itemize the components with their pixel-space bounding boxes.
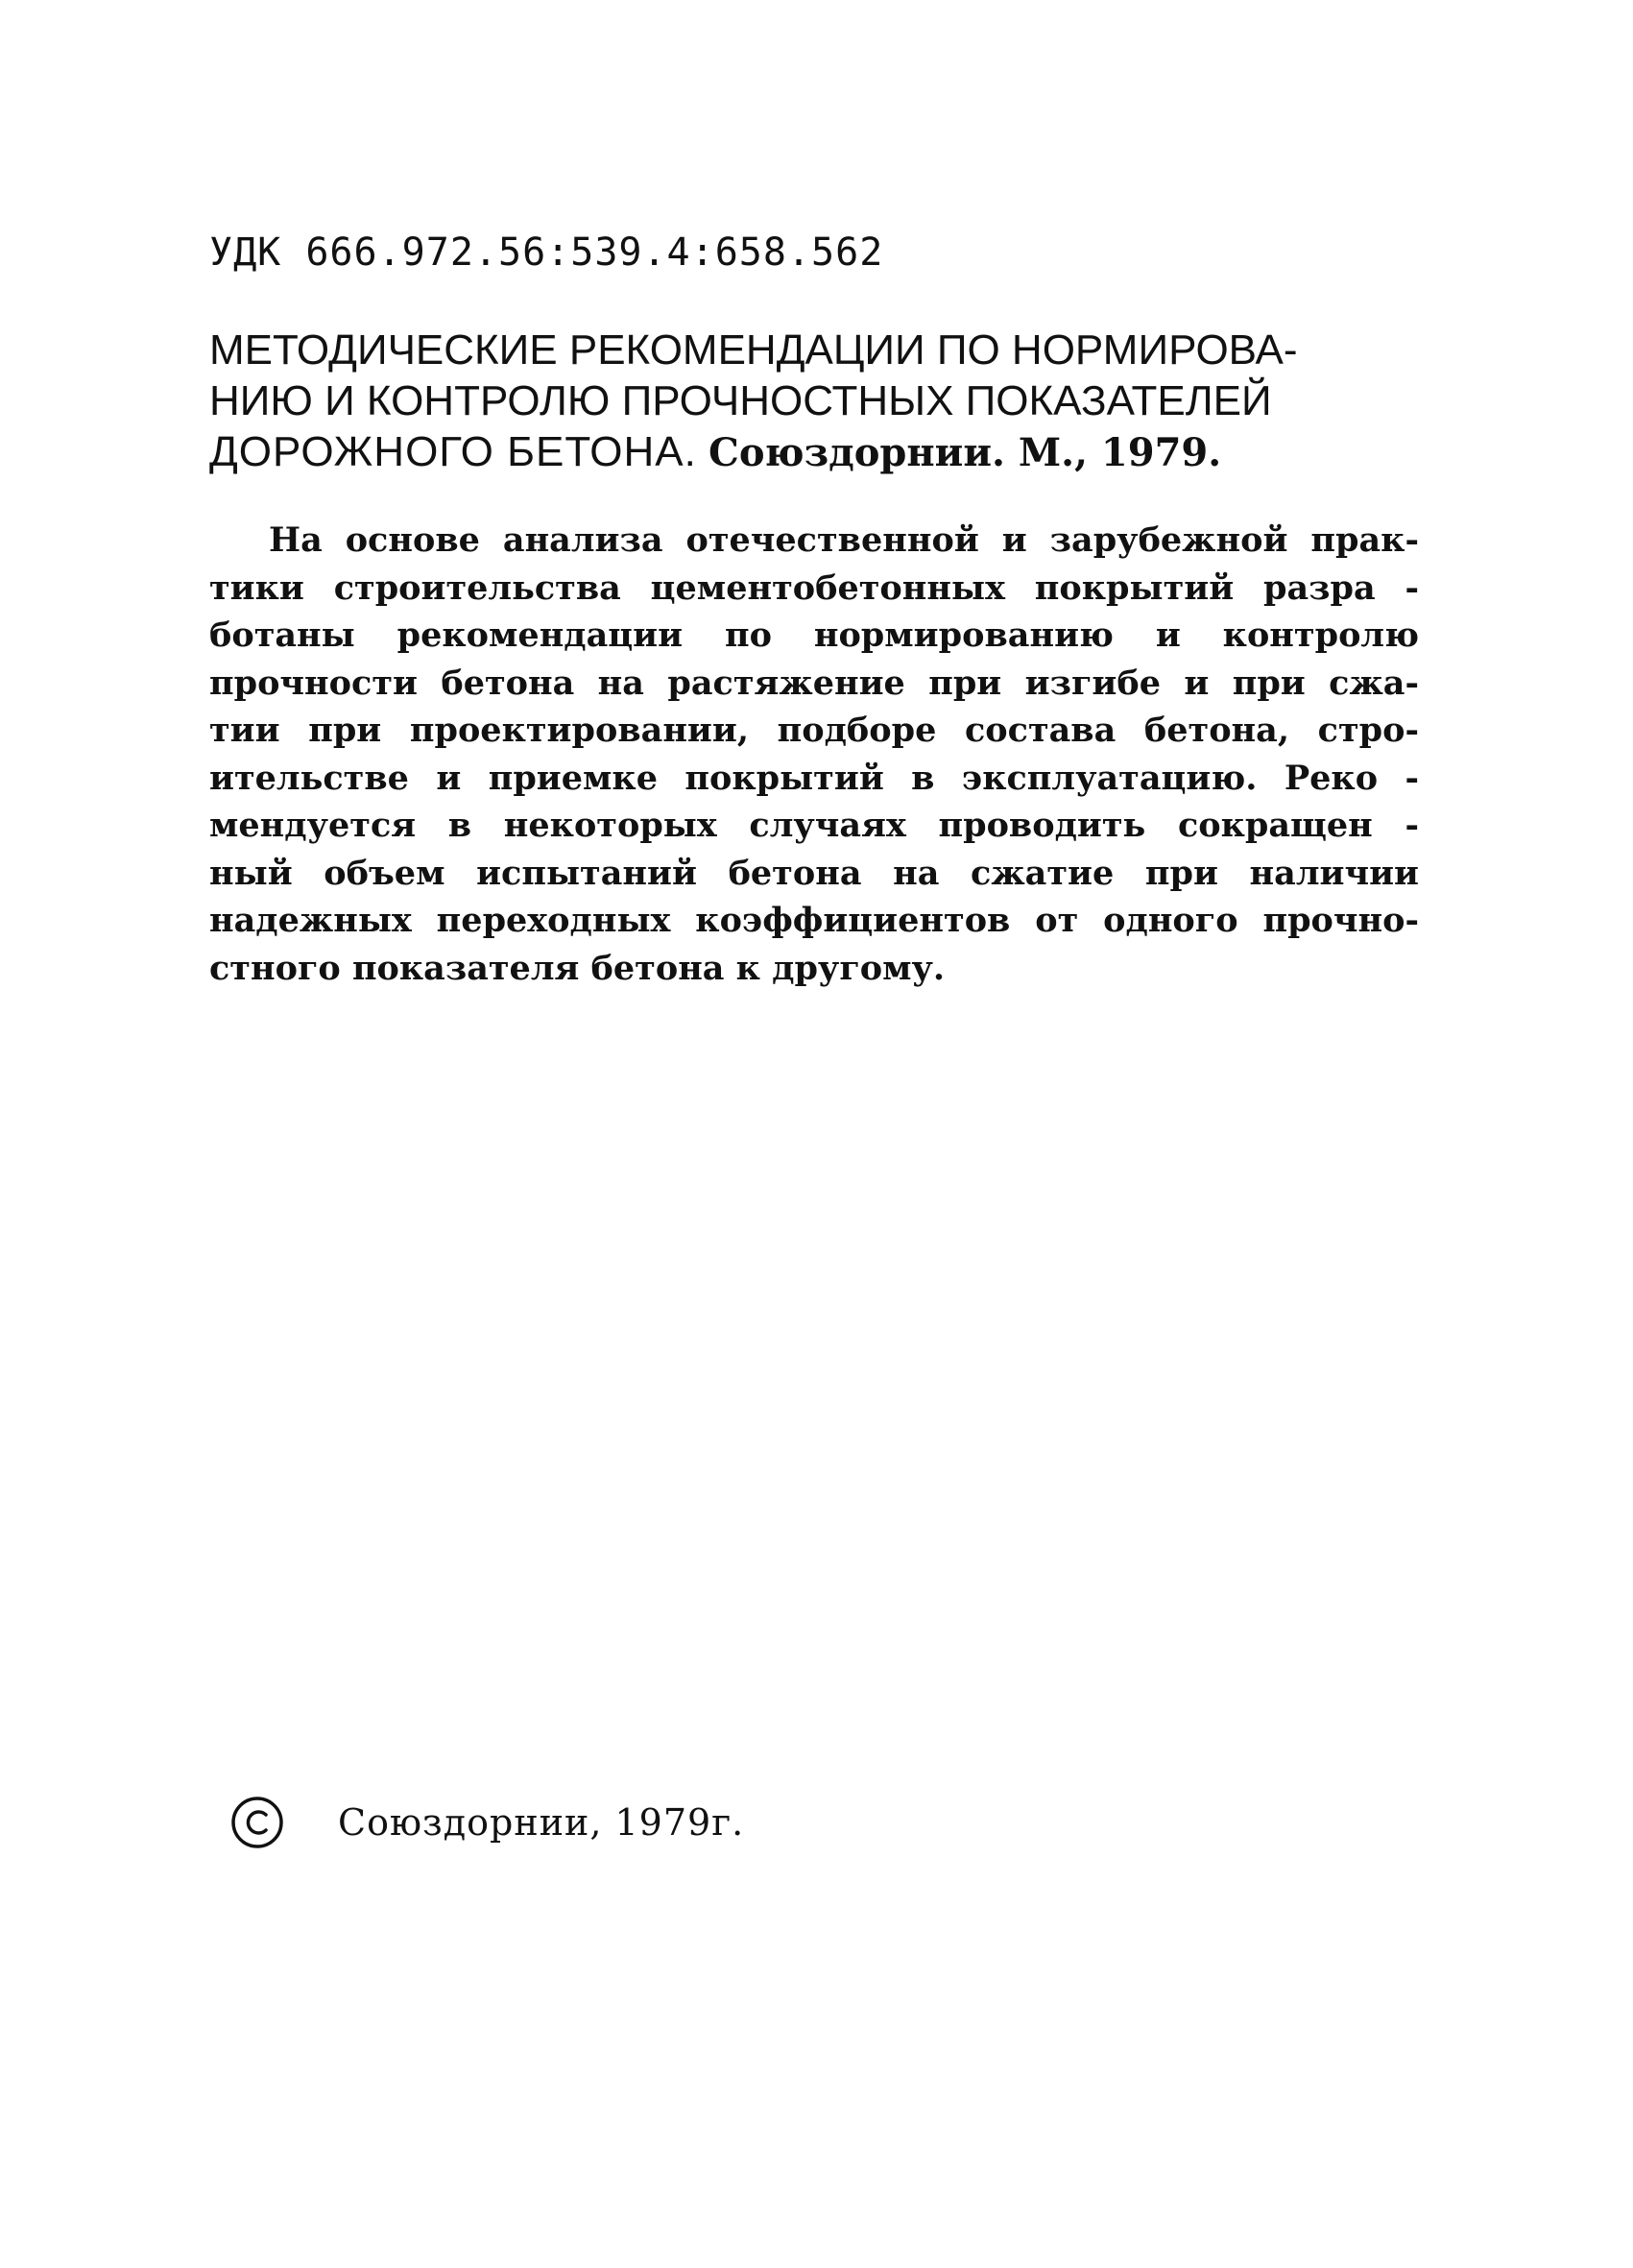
abstract-line: На основе анализа отечественной и зарубежной прак-	[269, 520, 1419, 560]
abstract-paragraph	[209, 517, 1419, 992]
copyright-text: Союздорнии, 1979г.	[338, 1801, 745, 1844]
abstract-line: надежных переходных коэффициентов от одного прочно-	[209, 901, 1419, 940]
udk-code: УДК 666.972.56:539.4:658.562	[209, 230, 884, 275]
title-line: МЕТОДИЧЕСКИЕ РЕКОМЕНДАЦИИ ПО НОРМИРОВА-	[209, 326, 1298, 374]
abstract-line: мендуется в некоторых случаях проводить сокращен -	[209, 806, 1419, 845]
abstract-line: тии при проектировании, подборе состава бетона, стро-	[209, 711, 1419, 750]
title-line-last	[209, 426, 1419, 478]
abstract-line: ительстве и приемке покрытий в эксплуатацию. Реко -	[209, 758, 1419, 798]
abstract-line: прочности бетона на растяжение при изгибе и при сжа-	[209, 663, 1419, 703]
title-last-head: ДОРОЖНОГО БЕТОНА.	[209, 428, 697, 475]
title-line: НИЮ И КОНТРОЛЮ ПРОЧНОСТНЫХ ПОКАЗАТЕЛЕЙ	[209, 377, 1272, 424]
abstract-line: тики строительства цементобетонных покрытий разра -	[209, 567, 1419, 608]
abstract-line: ботаны рекомендации по нормированию и контролю	[209, 615, 1419, 655]
document-title	[209, 325, 1419, 478]
abstract-line: стного показателя бетона к другому.	[209, 948, 946, 988]
publication-info: Союздорнии. М., 1979.	[708, 430, 1222, 475]
abstract-line: ный объем испытаний бетона на сжатие при наличии	[209, 853, 1419, 893]
copyright-icon	[230, 1796, 284, 1849]
copyright-notice	[230, 1796, 744, 1849]
